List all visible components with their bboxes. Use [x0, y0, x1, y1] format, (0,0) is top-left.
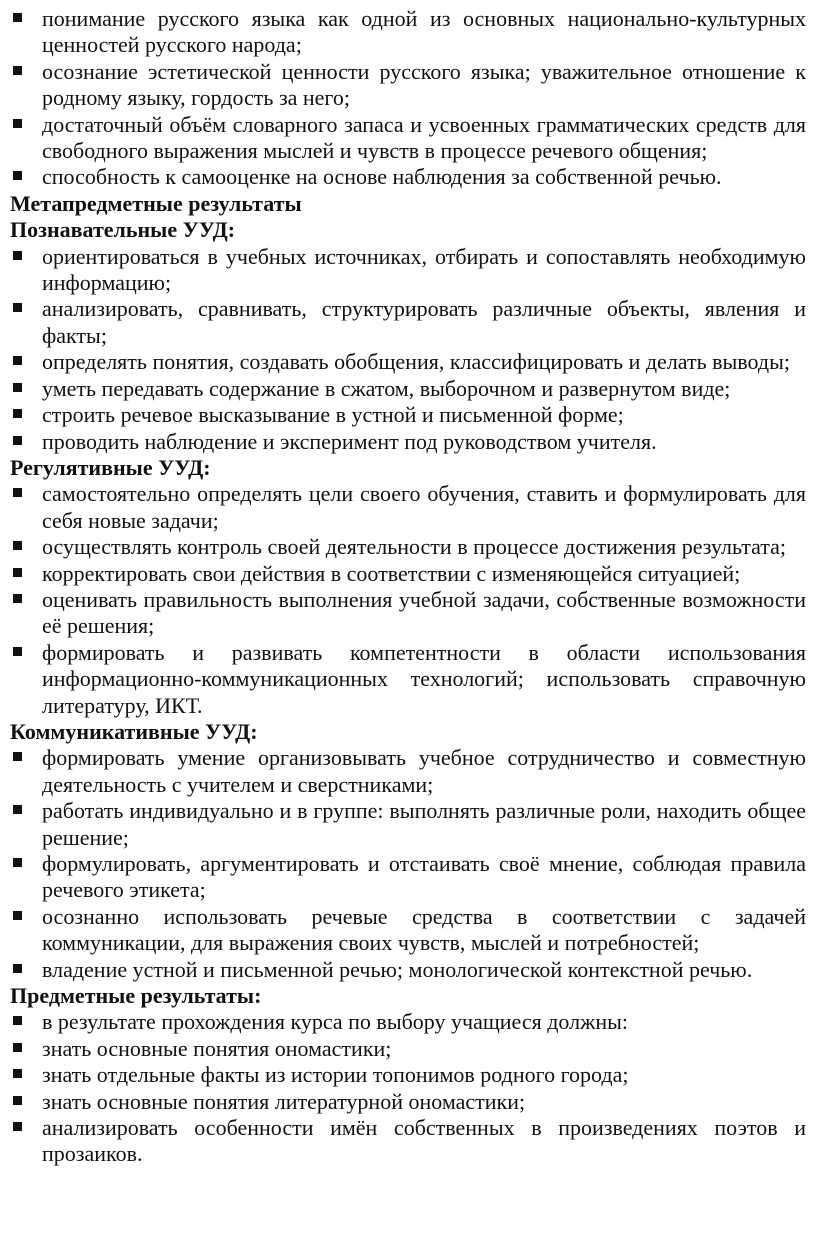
square-bullet-icon	[13, 964, 22, 973]
list-item-text: формировать умение организовывать учебное сотрудничество и совместную деятельность с учителем и сверстниками;	[42, 745, 806, 797]
list-item-text: способность к самооценке на основе наблюдения за собственной речью.	[42, 164, 722, 190]
square-bullet-icon	[13, 383, 22, 392]
square-bullet-icon	[13, 488, 22, 497]
square-bullet-icon	[13, 1016, 22, 1025]
square-bullet-icon	[13, 541, 22, 550]
square-bullet-icon	[13, 66, 22, 75]
list-item-text: осуществлять контроль своей деятельности в процессе достижения результата;	[42, 534, 787, 560]
square-bullet-icon	[13, 119, 22, 128]
list-item-text: уметь передавать содержание в сжатом, выборочном и развернутом виде;	[42, 375, 731, 401]
square-bullet-icon	[13, 356, 22, 365]
list-item	[10, 376, 806, 402]
subject-results-list	[10, 1009, 806, 1167]
list-item	[10, 1115, 806, 1168]
list-item-text: ориентироваться в учебных источниках, отбирать и сопоставлять необходимую информацию;	[42, 243, 806, 296]
list-item-text: формулировать, аргументировать и отстаивать своё мнение, соблюдая правила речевого этикета;	[42, 851, 806, 903]
list-item-text: анализировать особенности имён собственных в произведениях поэтов и прозаиков.	[42, 1115, 806, 1167]
list-item-text: корректировать свои действия в соответствии с изменяющейся ситуацией;	[42, 560, 741, 586]
square-bullet-icon	[13, 1096, 22, 1105]
section-heading-cognitive: Познавательные УУД:	[10, 217, 236, 243]
list-item	[10, 481, 806, 534]
list-item	[10, 851, 806, 904]
square-bullet-icon	[13, 752, 22, 761]
list-item-text: знать отдельные факты из истории топонимов родного города;	[42, 1062, 629, 1088]
list-item-text: строить речевое высказывание в устной и письменной форме;	[42, 402, 624, 428]
section-heading-communicative: Коммуникативные УУД:	[10, 718, 258, 744]
section-heading-regulatory: Регулятивные УУД:	[10, 454, 211, 480]
list-item	[10, 244, 806, 297]
list-item-text: определять понятия, создавать обобщения, классифицировать и делать выводы;	[42, 349, 790, 375]
list-item-text: работать индивидуально и в группе: выполнять различные роли, находить общее решение;	[42, 798, 806, 850]
list-item-text: достаточный объём словарного запаса и усвоенных грамматических средств для свободного выражения мыслей и чувств в процессе речевого общения;	[42, 111, 806, 164]
square-bullet-icon	[13, 858, 22, 867]
list-item	[10, 798, 806, 851]
list-item	[10, 1009, 806, 1035]
list-item	[10, 402, 806, 428]
square-bullet-icon	[13, 436, 22, 445]
square-bullet-icon	[13, 1069, 22, 1078]
list-item-text: понимание русского языка как одной из основных национально-культурных ценностей русского народа;	[42, 6, 806, 58]
list-item	[10, 1089, 806, 1115]
regulatory-list	[10, 481, 806, 719]
square-bullet-icon	[13, 13, 22, 22]
list-item-text: проводить наблюдение и эксперимент под руководством учителя.	[42, 428, 657, 454]
list-item	[10, 112, 806, 165]
square-bullet-icon	[13, 911, 22, 920]
square-bullet-icon	[13, 251, 22, 260]
square-bullet-icon	[13, 647, 22, 656]
square-bullet-icon	[13, 1122, 22, 1131]
square-bullet-icon	[13, 805, 22, 814]
list-item	[10, 904, 806, 957]
list-item-text: знать основные понятия литературной ономастики;	[42, 1088, 526, 1114]
list-item-text: владение устной и письменной речью; монологической контекстной речью.	[42, 956, 753, 982]
list-item	[10, 6, 806, 59]
list-item-text: знать основные понятия ономастики;	[42, 1035, 392, 1061]
communicative-list	[10, 745, 806, 983]
cognitive-list	[10, 244, 806, 455]
list-item-text: формировать и развивать компетентности в области использования информационно-коммуникационных технологий; использовать справочную литературу, ИКТ.	[42, 639, 806, 718]
square-bullet-icon	[13, 594, 22, 603]
list-item	[10, 745, 806, 798]
list-item	[10, 640, 806, 719]
list-item	[10, 429, 806, 455]
list-item	[10, 164, 806, 190]
section-heading-metasubject: Метапредметные результаты	[10, 190, 302, 216]
list-item	[10, 957, 806, 983]
square-bullet-icon	[13, 568, 22, 577]
list-item-text: анализировать, сравнивать, структурировать различные объекты, явления и факты;	[42, 296, 806, 348]
list-item	[10, 587, 806, 640]
list-item	[10, 296, 806, 349]
list-item-text: оценивать правильность выполнения учебной задачи, собственные возможности её решения;	[42, 586, 806, 639]
list-item	[10, 349, 806, 375]
list-item-text: осознанно использовать речевые средства в соответствии с задачей коммуникации, для выражения своих чувств, мыслей и потребностей;	[42, 903, 806, 956]
personal-results-list	[10, 6, 806, 191]
list-item	[10, 534, 806, 560]
list-item	[10, 1062, 806, 1088]
square-bullet-icon	[13, 409, 22, 418]
list-item	[10, 1036, 806, 1062]
list-item	[10, 59, 806, 112]
square-bullet-icon	[13, 303, 22, 312]
list-item-text: самостоятельно определять цели своего обучения, ставить и формулировать для себя новые задачи;	[42, 481, 806, 533]
list-item	[10, 561, 806, 587]
list-item-text: в результате прохождения курса по выбору учащиеся должны:	[42, 1009, 628, 1035]
square-bullet-icon	[13, 1043, 22, 1052]
square-bullet-icon	[13, 171, 22, 180]
section-heading-subject: Предметные результаты:	[10, 983, 262, 1009]
list-item-text: осознание эстетической ценности русского языка; уважительное отношение к родному языку, гордость за него;	[42, 58, 806, 111]
